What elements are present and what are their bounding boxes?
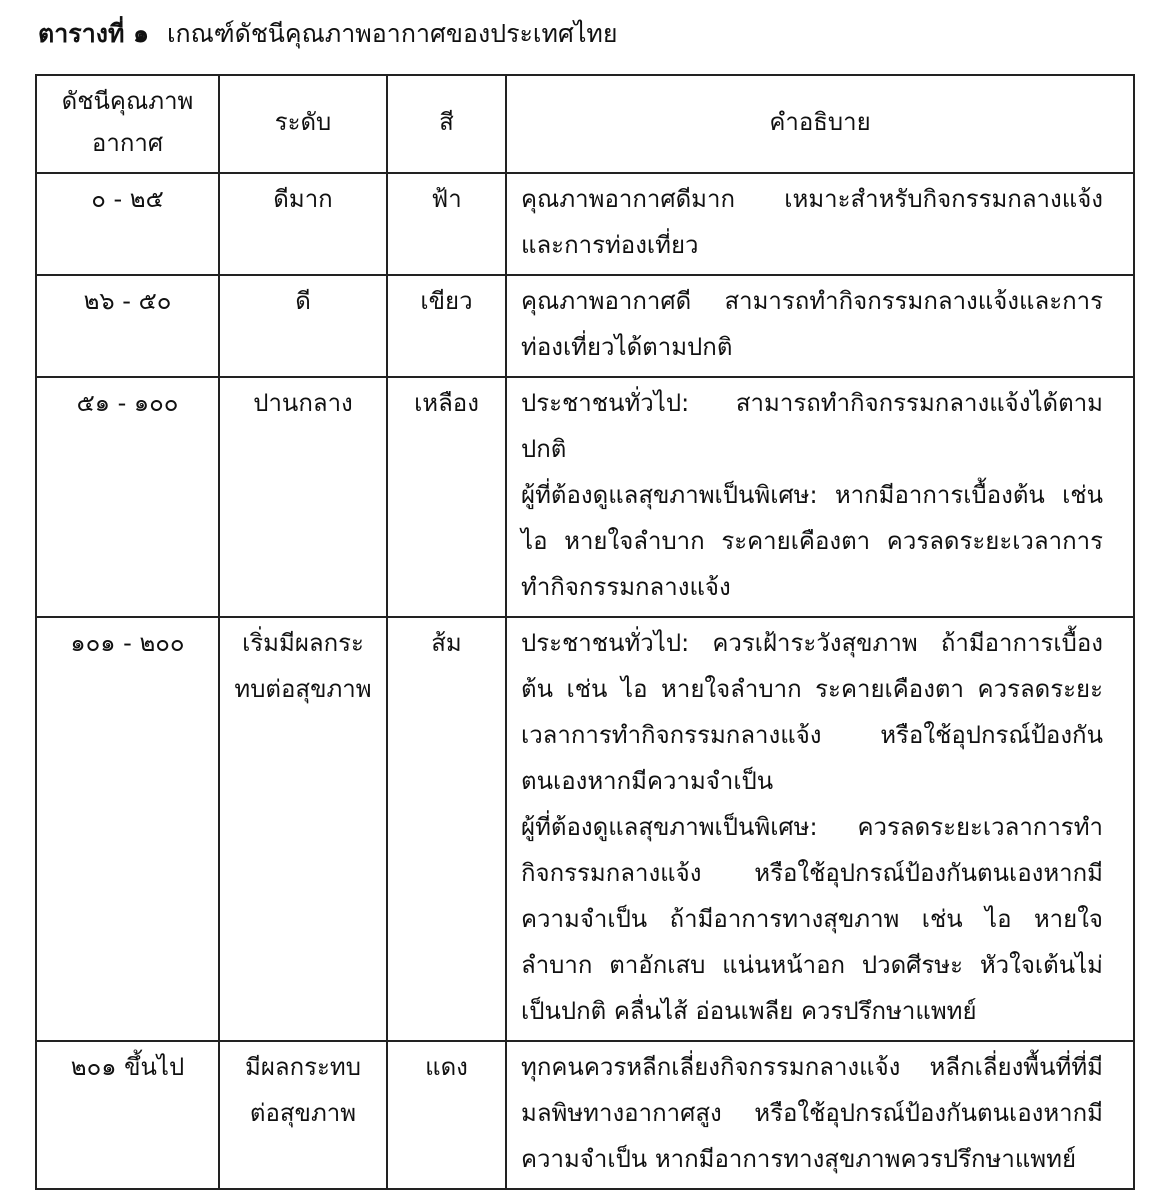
aqi-color: ฟ้า: [387, 173, 506, 275]
description-paragraph: ผู้ที่ต้องดูแลสุขภาพเป็นพิเศษ: หากมีอาการเบื้องต้น เช่น ไอ หายใจลำบาก ระคายเคืองตา ควรลดระยะเวลาการทำกิจกรรมกลางแจ้ง: [521, 481, 1103, 601]
header-index: ดัชนีคุณภาพอากาศ: [36, 75, 219, 173]
aqi-level: ดี: [219, 275, 387, 377]
description-paragraph: ผู้ที่ต้องดูแลสุขภาพเป็นพิเศษ: ควรลดระยะเวลาการทำกิจกรรมกลางแจ้ง หรือใช้อุปกรณ์ป้องกันตนเองหากมีความจำเป็น ถ้ามีอาการทางสุขภาพ เช่น ไอ หายใจลำบาก ตาอักเสบ แน่นหน้าอก ปวดศีรษะ หัวใจเต้นไม่เป็นปกติ คลื่นไส้ อ่อนเพลีย ควรปรึกษาแพทย์: [521, 813, 1103, 1025]
aqi-range: ๕๑ - ๑๐๐: [36, 377, 219, 617]
aqi-description: [506, 617, 1134, 1041]
caption-label: ตารางที่ ๑: [38, 19, 149, 48]
caption-title: เกณฑ์ดัชนีคุณภาพอากาศของประเทศไทย: [166, 19, 618, 48]
aqi-level: ปานกลาง: [219, 377, 387, 617]
aqi-description: [506, 275, 1134, 377]
aqi-level: เริ่มมีผลกระทบต่อสุขภาพ: [219, 617, 387, 1041]
aqi-color: เหลือง: [387, 377, 506, 617]
aqi-description: [506, 377, 1134, 617]
aqi-range: ๑๐๑ - ๒๐๐: [36, 617, 219, 1041]
aqi-range: ๒๐๑ ขึ้นไป: [36, 1041, 219, 1189]
air-quality-table: [35, 74, 1135, 1190]
aqi-description: [506, 1041, 1134, 1189]
description-paragraph: คุณภาพอากาศดีมาก เหมาะสำหรับกิจกรรมกลางแจ้งและการท่องเที่ยว: [521, 185, 1103, 259]
aqi-range: ๒๖ - ๕๐: [36, 275, 219, 377]
header-color: สี: [387, 75, 506, 173]
header-description: คำอธิบาย: [506, 75, 1134, 173]
table-caption: [38, 16, 618, 52]
aqi-description: [506, 173, 1134, 275]
aqi-color: แดง: [387, 1041, 506, 1189]
table-row: [36, 377, 1134, 617]
table-row: [36, 617, 1134, 1041]
table-header-row: [36, 75, 1134, 173]
header-level: ระดับ: [219, 75, 387, 173]
table-row: [36, 173, 1134, 275]
description-paragraph: ทุกคนควรหลีกเลี่ยงกิจกรรมกลางแจ้ง หลีกเลี่ยงพื้นที่ที่มีมลพิษทางอากาศสูง หรือใช้อุปกรณ์ป้องกันตนเองหากมีความจำเป็น หากมีอาการทางสุขภาพควรปรึกษาแพทย์: [521, 1053, 1103, 1173]
aqi-color: ส้ม: [387, 617, 506, 1041]
table-row: [36, 275, 1134, 377]
description-paragraph: คุณภาพอากาศดี สามารถทำกิจกรรมกลางแจ้งและการท่องเที่ยวได้ตามปกติ: [521, 287, 1103, 361]
table-row: [36, 1041, 1134, 1189]
description-paragraph: ประชาชนทั่วไป: ควรเฝ้าระวังสุขภาพ ถ้ามีอาการเบื้องต้น เช่น ไอ หายใจลำบาก ระคายเคืองตา ควรลดระยะเวลาการทำกิจกรรมกลางแจ้ง หรือใช้อุปกรณ์ป้องกันตนเองหากมีความจำเป็น: [521, 629, 1103, 795]
aqi-color: เขียว: [387, 275, 506, 377]
aqi-level: มีผลกระทบต่อสุขภาพ: [219, 1041, 387, 1189]
aqi-level: ดีมาก: [219, 173, 387, 275]
aqi-range: ๐ - ๒๕: [36, 173, 219, 275]
description-paragraph: ประชาชนทั่วไป: สามารถทำกิจกรรมกลางแจ้งได้ตามปกติ: [521, 389, 1103, 463]
